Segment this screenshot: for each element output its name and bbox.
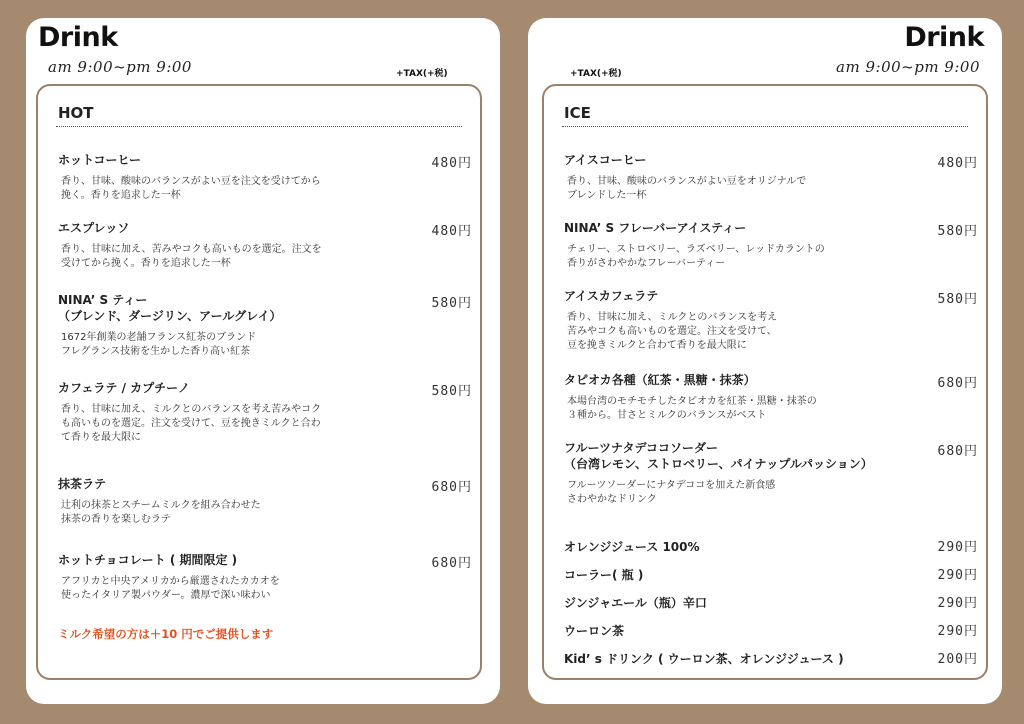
item-name: NINA’ S フレーバーアイスティー <box>564 221 747 235</box>
item-description: 香り、甘味に加え、苦みやコクも高いものを選定。注文を 受けてから挽く。香りを追求した一杯 <box>61 244 322 269</box>
menu-item <box>58 220 472 271</box>
item-price: 580円 <box>937 292 978 307</box>
item-price: 480円 <box>937 156 978 171</box>
item-name: タピオカ各種（紅茶・黒糖・抹茶） <box>564 373 756 387</box>
item-name: フルーツナタデココソーダー （台湾レモン、ストロベリー、パイナップルパッション） <box>564 441 873 471</box>
item-name: ホットコーヒー <box>58 153 142 167</box>
menu-item <box>564 152 978 203</box>
menu-item <box>564 220 978 271</box>
item-description: チェリー、ストロベリー、ラズベリー、レッドカラントの 香りがさわやかなフレーバーティー <box>567 244 825 269</box>
item-price: 680円 <box>937 444 978 459</box>
divider <box>56 126 462 127</box>
menu-item <box>564 440 978 507</box>
opening-hours: am 9:00~pm 9:00 <box>836 58 980 76</box>
item-price: 290円 <box>937 540 978 555</box>
section-title: ICE <box>564 104 591 122</box>
item-name: エスプレッソ <box>58 221 130 235</box>
item-price: 290円 <box>937 624 978 639</box>
item-price: 290円 <box>937 568 978 583</box>
menu-item <box>58 476 472 527</box>
item-name: NINA’ S ティー （ブレンド、ダージリン、アールグレイ） <box>58 293 282 323</box>
item-name: コーラー( 瓶 ) <box>564 568 644 582</box>
menu-item <box>564 536 978 555</box>
item-name: オレンジジュース 100% <box>564 540 700 554</box>
menu-item <box>564 288 978 353</box>
item-price: 580円 <box>431 296 472 311</box>
item-price: 680円 <box>431 556 472 571</box>
menu-item <box>564 592 978 611</box>
menu-item <box>564 648 978 667</box>
item-price: 580円 <box>937 224 978 239</box>
menu-page-hot <box>26 18 500 704</box>
item-price: 580円 <box>431 384 472 399</box>
item-name: アイスコーヒー <box>564 153 647 167</box>
item-price: 680円 <box>937 376 978 391</box>
item-name: Kid’ s ドリンク ( ウーロン茶、オレンジジュース ) <box>564 652 844 666</box>
item-description: 香り、甘味に加え、ミルクとのバランスを考え苦みやコク も高いものを選定。注文を受けて、豆を挽きミルクと合わ て香りを最大限に <box>61 404 322 443</box>
menu-item <box>58 380 472 445</box>
menu-item <box>564 372 978 423</box>
menu-item <box>58 292 472 359</box>
divider <box>562 126 968 127</box>
opening-hours: am 9:00~pm 9:00 <box>48 58 192 76</box>
item-price: 290円 <box>937 596 978 611</box>
item-price: 200円 <box>937 652 978 667</box>
item-name: アイスカフェラテ <box>564 289 659 303</box>
menu-item <box>58 152 472 203</box>
item-description: 香り、甘味、酸味のバランスがよい豆を注文を受けてから 挽く。香りを追求した一杯 <box>61 176 321 201</box>
tax-note: +TAX(+税) <box>396 69 448 79</box>
menu-item <box>58 552 472 603</box>
item-description: 辻利の抹茶とスチームミルクを組み合わせた 抹茶の香りを楽しむラテ <box>61 500 261 525</box>
menu-page-ice <box>528 18 1002 704</box>
menu-item <box>564 564 978 583</box>
item-name: ジンジャエール（瓶）辛口 <box>564 596 707 610</box>
item-price: 480円 <box>431 224 472 239</box>
ice-menu-box <box>542 84 988 680</box>
page-title: Drink <box>904 22 984 53</box>
item-description: 香り、甘味に加え、ミルクとのバランスを考え 苦みやコクも高いものを選定。注文を受けて、 豆を挽きミルクと合わて香りを最大限に <box>567 312 778 351</box>
tax-note: +TAX(+税) <box>570 69 622 79</box>
item-name: ホットチョコレート ( 期間限定 ) <box>58 553 238 567</box>
item-price: 680円 <box>431 480 472 495</box>
item-name: ウーロン茶 <box>564 624 625 638</box>
milk-option-note: ミルク希望の方は＋10 円でご提供します <box>58 627 274 641</box>
item-description: 本場台湾のモチモチしたタピオカを紅茶・黒糖・抹茶の ３種から。甘さとミルクのバランスがベスト <box>567 396 817 421</box>
item-name: 抹茶ラテ <box>58 477 107 491</box>
item-description: フルーツソーダーにナタデココを加えた新食感 さわやかなドリンク <box>567 480 776 505</box>
page-title: Drink <box>38 22 118 53</box>
item-name: カフェラテ / カプチーノ <box>58 381 190 395</box>
section-title: HOT <box>58 104 94 122</box>
item-price: 480円 <box>431 156 472 171</box>
hot-menu-box <box>36 84 482 680</box>
item-description: アフリカと中央アメリカから厳選されたカカオを 使ったイタリア製パウダー。濃厚で深い味わい <box>61 576 280 601</box>
menu-item <box>564 620 978 639</box>
item-description: 1672年創業の老舗フランス紅茶のブランド フレグランス技術を生かした香り高い紅茶 <box>61 332 257 357</box>
item-description: 香り、甘味、酸味のバランスがよい豆をオリジナルで ブレンドした一杯 <box>567 176 807 201</box>
